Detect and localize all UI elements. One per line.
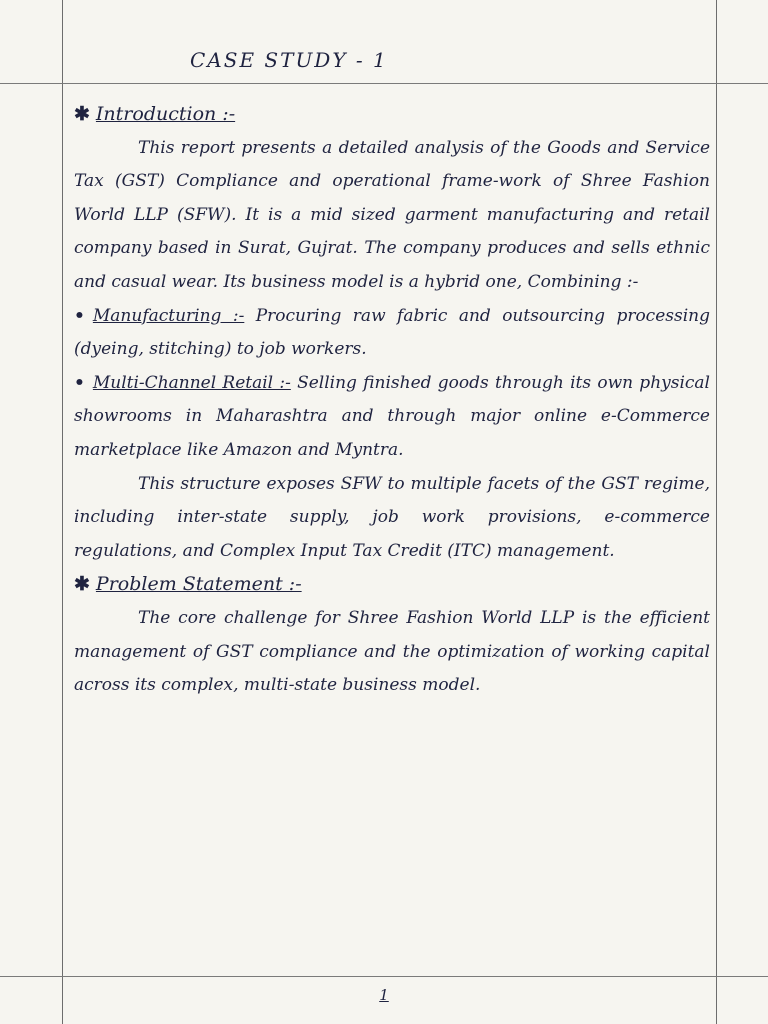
introduction-heading-label: Introduction :- — [95, 103, 236, 125]
bullet-multichannel — [74, 367, 710, 468]
problem-statement-paragraph: The core challenge for Shree Fashion World LLP is the efficient management of GST compliance and the optimization of working capital across its complex, multi-state business model. — [74, 607, 710, 696]
bullet-manufacturing-text: Procuring raw fabric and outsourcing processing (dyeing, stitching) to job workers. — [74, 305, 710, 360]
page-number: 1 — [379, 986, 389, 1004]
left-margin-line — [62, 0, 63, 1024]
bullet-dot-icon: • — [74, 372, 85, 393]
bottom-rule-line — [0, 976, 768, 977]
page-content — [74, 98, 710, 703]
bullet-multichannel-text: Selling finished goods through its own physical showrooms in Maharashtra and through major online e-Commerce marketplace like Amazon and Myntra. — [74, 372, 710, 460]
bullet-multichannel-label: Multi-Channel Retail :- — [92, 372, 291, 393]
page-title: CASE STUDY - 1 — [190, 48, 388, 72]
right-margin-line — [716, 0, 717, 1024]
introduction-heading — [74, 98, 710, 132]
bullet-manufacturing — [74, 300, 710, 367]
asterisk-icon: ✱ — [74, 103, 90, 125]
problem-statement-heading-label: Problem Statement :- — [95, 573, 302, 596]
introduction-paragraph: This report presents a detailed analysis of the Goods and Service Tax (GST) Compliance and operational frame-work of Shree Fashion World LLP (SFW). It is a mid sized garment manufacturing and retail company based in Surat, Gujrat. The company produces and sells ethnic and casual wear. Its business model is a hybrid one, Combining :- — [74, 137, 710, 292]
structure-paragraph: This structure exposes SFW to multiple facets of the GST regime, including inter-state supply, job work provisions, e-commerce regulations, and Complex Input Tax Credit (ITC) management. — [74, 473, 710, 561]
top-rule-line — [0, 83, 768, 84]
problem-statement-heading — [74, 568, 710, 602]
bullet-dot-icon: • — [74, 305, 85, 326]
bullet-manufacturing-label: Manufacturing :- — [92, 305, 245, 326]
asterisk-icon: ✱ — [74, 573, 90, 596]
